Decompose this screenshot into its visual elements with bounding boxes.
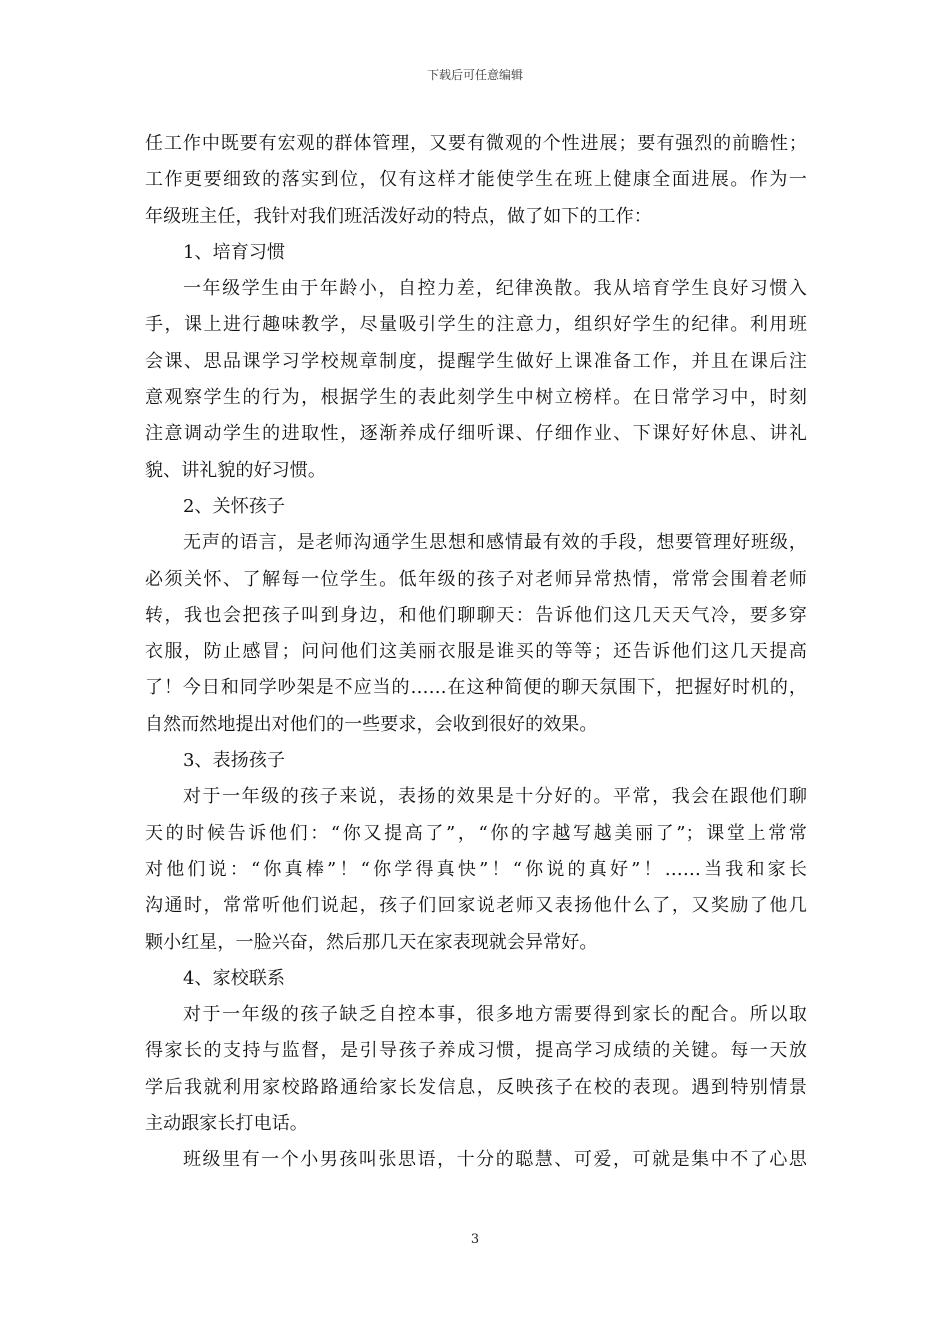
- text-line: 对于一年级的孩子缺乏自控本事，很多地方需要得到家长的配合。所以取: [183, 1004, 807, 1026]
- text-line: 主动跟家长打电话。: [145, 1113, 308, 1135]
- section-heading: 3、表扬孩子: [183, 750, 286, 772]
- text-line: 对于一年级的孩子来说，表扬的效果是十分好的。平常，我会在跟他们聊: [183, 786, 807, 808]
- text-line: 沟通时，常常听他们说起，孩子们回家说老师又表扬他什么了，又奖励了他几: [145, 895, 807, 917]
- text-line: 意观察学生的行为，根据学生的表此刻学生中树立榜样。在日常学习中，时刻: [145, 387, 807, 409]
- section-heading: 4、家校联系: [183, 967, 286, 989]
- text-line: 天的时候告诉他们：“你又提高了”，“你的字越写越美丽了”；课堂上常常: [145, 822, 807, 844]
- text-line: 了！今日和同学吵架是不应当的……在这种简便的聊天氛围下，把握好时机的，: [145, 677, 807, 699]
- text-line: 学后我就利用家校路路通给家长发信息，反映孩子在校的表现。遇到特别情景: [145, 1076, 807, 1098]
- text-line: 注意调动学生的进取性，逐渐养成仔细听课、仔细作业、下课好好休息、讲礼: [145, 423, 807, 445]
- text-line: 工作更要细致的落实到位，仅有这样才能使学生在班上健康全面进展。作为一: [145, 169, 807, 191]
- document-body: [145, 126, 807, 1179]
- text-line: 年级班主任，我针对我们班活泼好动的特点，做了如下的工作：: [145, 205, 652, 227]
- text-line: 貌、讲礼貌的好习惯。: [145, 459, 326, 481]
- text-line: 无声的语言，是老师沟通学生思想和感情最有效的手段，想要管理好班级，: [183, 532, 807, 554]
- text-line: 颗小红星，一脸兴奋，然后那几天在家表现就会异常好。: [145, 931, 598, 953]
- text-line: 班级里有一个小男孩叫张思语，十分的聪慧、可爱，可就是集中不了心思: [183, 1149, 807, 1171]
- text-line: 会课、思品课学习学校规章制度，提醒学生做好上课准备工作，并且在课后注: [145, 350, 807, 372]
- text-line: 对他们说：“你真棒”！“你学得真快”！“你说的真好”！……当我和家长: [145, 858, 807, 880]
- text-line: 任工作中既要有宏观的群体管理，又要有微观的个性进展；要有强烈的前瞻性；: [145, 133, 807, 154]
- text-line: 手，课上进行趣味教学，尽量吸引学生的注意力，组织好学生的纪律。利用班: [145, 314, 807, 336]
- page-header: 下载后可任意编辑: [426, 68, 523, 82]
- text-line: 自然而然地提出对他们的一些要求，会收到很好的效果。: [145, 713, 598, 735]
- text-line: 必须关怀、了解每一位学生。低年级的孩子对老师异常热情，常常会围着老师: [145, 568, 807, 590]
- text-line: 一年级学生由于年龄小，自控力差，纪律涣散。我从培育学生良好习惯入: [183, 278, 807, 300]
- section-heading: 2、关怀孩子: [183, 495, 286, 517]
- page-number: 3: [470, 1232, 480, 1247]
- section-heading: 1、培育习惯: [183, 241, 286, 263]
- text-line: 衣服，防止感冒；问问他们这美丽衣服是谁买的等等；还告诉他们这几天提高: [145, 641, 807, 663]
- text-line: 转，我也会把孩子叫到身边，和他们聊聊天：告诉他们这几天天气冷，要多穿: [145, 604, 807, 626]
- text-line: 得家长的支持与监督，是引导孩子养成习惯，提高学习成绩的关键。每一天放: [145, 1040, 807, 1062]
